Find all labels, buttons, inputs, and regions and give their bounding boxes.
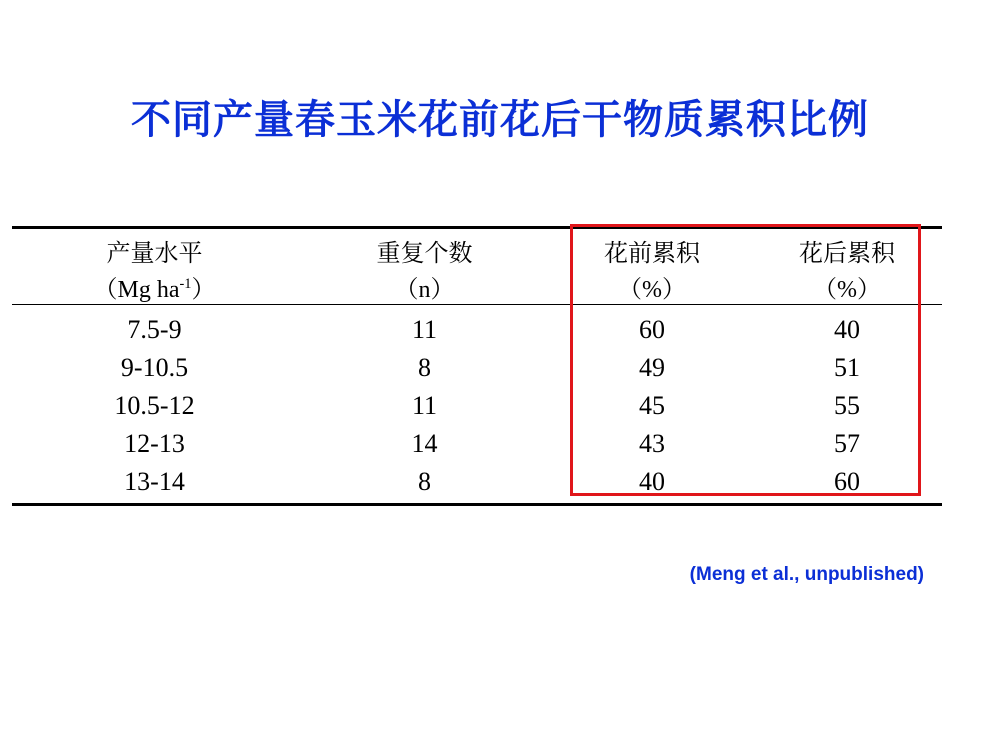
cell-post-anthesis: 55	[834, 391, 860, 420]
header-post-anthesis-unit: （%）	[752, 268, 942, 305]
yield-table-container	[12, 226, 942, 506]
table-row	[12, 425, 942, 463]
cell-yield-level: 12-13	[124, 429, 185, 458]
table-row	[12, 349, 942, 387]
table-row	[12, 463, 942, 505]
header-replicates-unit: （n）	[297, 268, 552, 305]
cell-yield-level: 7.5-9	[127, 315, 182, 344]
cell-post-anthesis: 40	[834, 315, 860, 344]
header-post-anthesis: 花后累积	[752, 228, 942, 269]
cell-pre-anthesis: 45	[639, 391, 665, 420]
yield-unit-superscript: -1	[179, 275, 192, 292]
cell-pre-anthesis: 60	[639, 315, 665, 344]
cell-yield-level: 9-10.5	[120, 353, 189, 382]
cell-yield-level: 13-14	[12, 463, 297, 505]
table-header	[12, 228, 942, 305]
header-row-1	[12, 228, 942, 269]
table-row	[12, 305, 942, 350]
yield-unit-prefix: （Mg ha	[93, 276, 180, 303]
table-row	[12, 387, 942, 425]
cell-pre-anthesis: 40	[552, 463, 752, 505]
cell-replicates: 11	[411, 315, 438, 344]
citation: (Meng et al., unpublished)	[689, 564, 924, 585]
header-replicates: 重复个数	[297, 228, 552, 269]
header-yield-level: 产量水平	[12, 228, 297, 269]
header-pre-anthesis: 花前累积	[552, 228, 752, 269]
header-row-2	[12, 268, 942, 305]
cell-replicates: 14	[411, 429, 438, 458]
slide-title: 不同产量春玉米花前花后干物质累积比例	[131, 97, 869, 143]
cell-pre-anthesis: 49	[639, 353, 665, 382]
yield-table	[12, 226, 942, 506]
cell-post-anthesis: 60	[752, 463, 942, 505]
cell-replicates: 8	[297, 463, 552, 505]
cell-pre-anthesis: 43	[639, 429, 665, 458]
header-pre-anthesis-unit: （%）	[552, 268, 752, 305]
yield-unit-suffix: ）	[191, 276, 216, 303]
cell-replicates: 8	[418, 353, 431, 382]
cell-yield-level: 10.5-12	[114, 391, 195, 420]
cell-post-anthesis: 57	[834, 429, 860, 458]
cell-post-anthesis: 51	[834, 353, 860, 382]
cell-replicates: 11	[411, 391, 438, 420]
header-yield-unit	[12, 268, 297, 305]
table-body	[12, 305, 942, 505]
